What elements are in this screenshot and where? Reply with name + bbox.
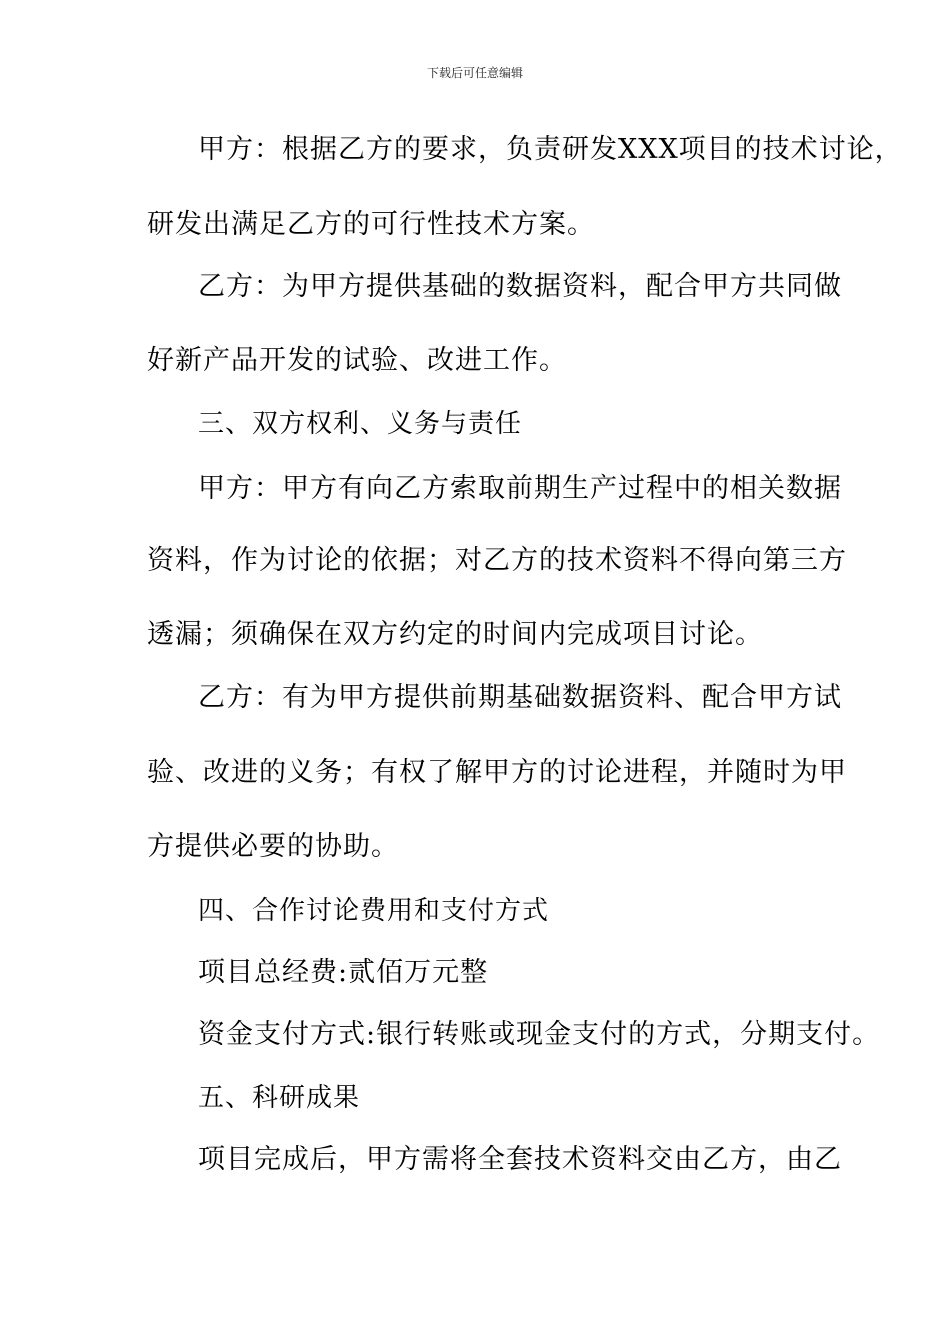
paragraph-line: 项目完成后，甲方需将全套技术资料交由乙方，由乙 xyxy=(198,1144,842,1175)
paragraph-line: 甲方：甲方有向乙方索取前期生产过程中的相关数据 xyxy=(198,473,842,504)
paragraph-line: 资料，作为讨论的依据；对乙方的技术资料不得向第三方 xyxy=(147,545,847,576)
paragraph-line: 项目总经费:贰佰万元整 xyxy=(198,957,489,988)
section-heading: 四、合作讨论费用和支付方式 xyxy=(198,896,550,926)
paragraph-line: 研发出满足乙方的可行性技术方案。 xyxy=(147,209,595,240)
section-heading: 五、科研成果 xyxy=(198,1083,361,1113)
paragraph-line: 乙方：为甲方提供基础的数据资料，配合甲方共同做 xyxy=(198,271,842,302)
paragraph-line: 乙方：有为甲方提供前期基础数据资料、配合甲方试 xyxy=(198,682,842,713)
page-header: 下载后可任意编辑 xyxy=(426,66,523,80)
paragraph-line: 甲方：根据乙方的要求，负责研发XXX项目的技术讨论， xyxy=(198,134,903,165)
paragraph-line: 验、改进的义务；有权了解甲方的讨论进程，并随时为甲 xyxy=(147,757,847,788)
paragraph-line: 透漏；须确保在双方约定的时间内完成项目讨论。 xyxy=(147,619,763,650)
paragraph-line: 方提供必要的协助。 xyxy=(147,831,399,862)
paragraph-line: 好新产品开发的试验、改进工作。 xyxy=(147,345,567,376)
paragraph-line: 资金支付方式:银行转账或现金支付的方式，分期支付。 xyxy=(198,1019,881,1050)
section-heading: 三、双方权利、义务与责任 xyxy=(198,409,523,439)
